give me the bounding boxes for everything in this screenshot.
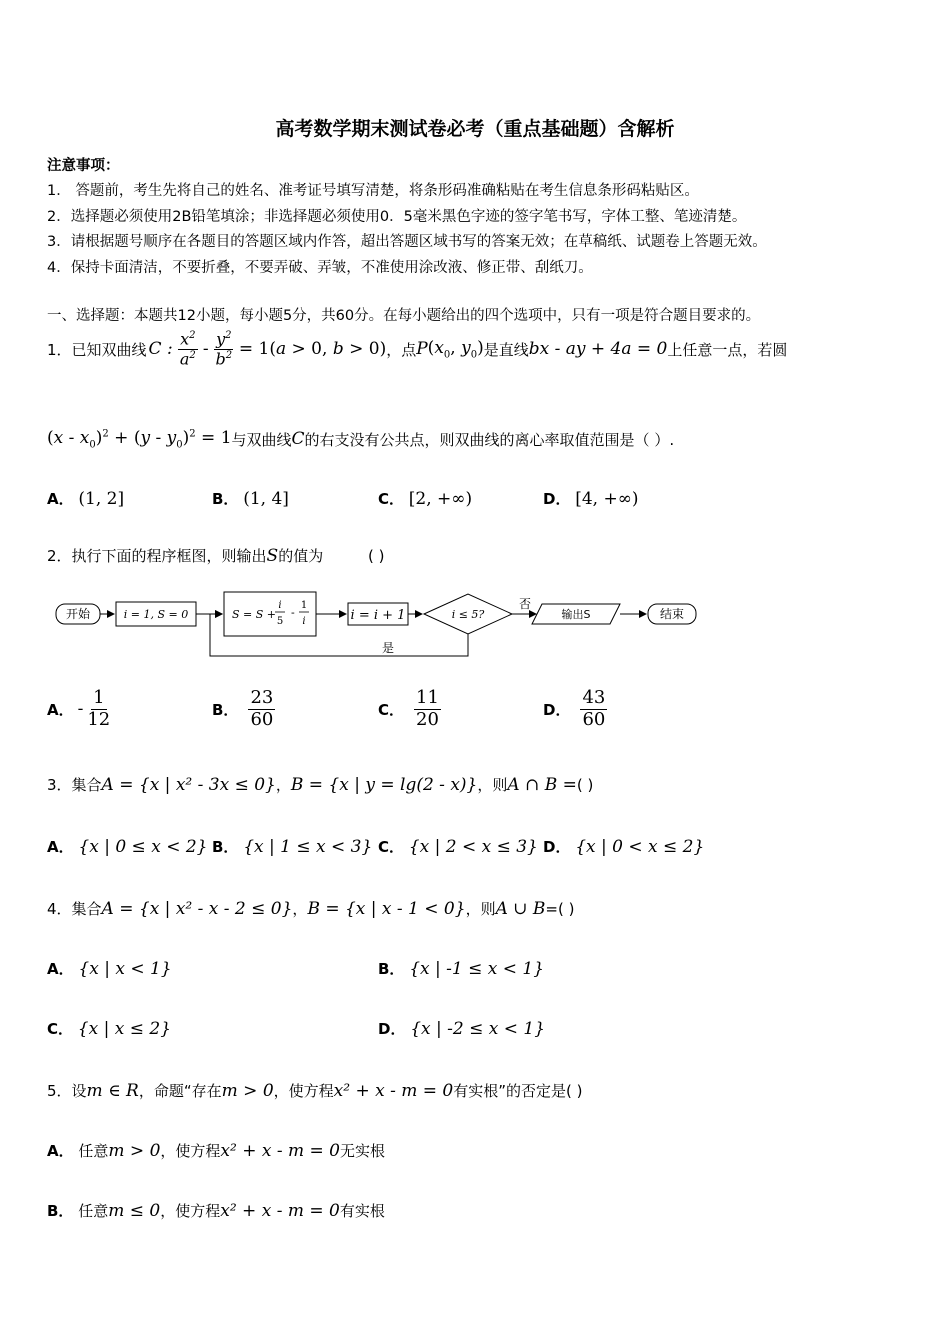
notice-item-4: 4．保持卡面清洁，不要折叠，不要弄破、弄皱，不准使用涂改液、修正带、刮纸刀。 (47, 260, 593, 276)
flow-output-label: 输出S (561, 608, 591, 621)
q4-option-c[interactable]: C． {x | x ≤ 2} (47, 1019, 172, 1039)
q2-option-a[interactable]: A． - $\frac{1}{12}$ (47, 687, 111, 730)
svg-text:i: i (278, 600, 282, 611)
flow-no-label: 否 (518, 597, 532, 611)
q3-option-c[interactable]: C． {x | 2 < x ≤ 3} (378, 837, 538, 857)
flow-cond-label: i ≤ 5? (451, 608, 485, 621)
q2-option-d[interactable]: D． $\frac{43}{60}$ (543, 687, 606, 730)
q5-option-a[interactable]: A． 任意m > 0，使方程x² + x - m = 0无实根 (47, 1141, 386, 1161)
flow-end-label: 结束 (659, 607, 685, 621)
q4-option-a[interactable]: A． {x | x < 1} (47, 959, 172, 979)
q1-text-4: 上任意一点，若圆 (667, 340, 788, 359)
svg-text:i: i (302, 616, 306, 627)
page-title: 高考数学期末测试卷必考（重点基础题）含解析 (275, 118, 675, 140)
notice-heading: 注意事项： (47, 158, 120, 174)
q3-option-b[interactable]: B． {x | 1 ≤ x < 3} (212, 837, 373, 857)
question-4: 4．集合A = {x | x² - x - 2 ≤ 0}，B = {x | x - 1 < 0}，则A ∪ B=( ) (47, 899, 575, 919)
q1-circle-eq: $(x - x_0)^2 + (y - y_0)^2 = 1$ (47, 428, 232, 451)
svg-text:1: 1 (300, 600, 308, 611)
q1-hyperbola-formula: C : (148, 339, 179, 360)
flowchart (52, 586, 702, 661)
question-5: 5．设m ∈ R，命题“存在m > 0，使方程x² + x - m = 0有实根”的否定是( ) (47, 1081, 583, 1101)
notice-item-3: 3．请根据题号顺序在各题目的答题区域内作答，超出答题区域书写的答案无效；在草稿纸、试题卷上答题无效。 (47, 234, 767, 250)
q1-text-6: 的右支没有公共点，则双曲线的离心率取值范围是（ ）. (304, 430, 675, 449)
q1-point-p: P (416, 339, 428, 360)
question-2: 2．执行下面的程序框图，则输出S的值为 ( ) (47, 546, 385, 566)
q2-option-b[interactable]: B． $\frac{23}{60}$ (212, 687, 274, 730)
q1-frac-y: $\frac{y^2}{b^2}$ (215, 329, 233, 369)
notice-item-1: 1． 答题前，考生先将自己的姓名、准考证号填写清楚，将条形码准确粘贴在考生信息条形码粘贴区。 (47, 183, 699, 199)
notice-item-2: 2．选择题必须使用2B铅笔填涂；非选择题必须使用0．5毫米黑色字迹的签字笔书写，字体工整、笔迹清楚。 (47, 209, 747, 225)
flow-init-label: i = 1, S = 0 (123, 608, 189, 621)
svg-text:-: - (291, 606, 295, 619)
q4-option-b[interactable]: B． {x | -1 ≤ x < 1} (378, 959, 545, 979)
q1-option-a[interactable]: A． (1, 2] (47, 489, 125, 509)
flow-start-label: 开始 (65, 607, 91, 621)
q4-option-d[interactable]: D． {x | -2 ≤ x < 1} (378, 1019, 546, 1039)
q1-option-d[interactable]: D． [4, +∞) (543, 489, 639, 509)
q1-text-2: ，点 (386, 340, 417, 359)
q1-text-1: 1．已知双曲线 (47, 340, 147, 359)
question-1-line1: 1．已知双曲线 C : $\frac{x^2}{a^2}$ - $\frac{y^2}{b^2}$ = 1(a > 0, b > 0) ，点 P ($x_0$, $y_0$) 是直线 bx - ay + 4a = 0 上任意一点，若圆 (47, 329, 788, 369)
q5-option-b[interactable]: B． 任意m ≤ 0，使方程x² + x - m = 0有实根 (47, 1201, 385, 1221)
q2-option-c[interactable]: C． $\frac{11}{20}$ (378, 687, 439, 730)
q3-option-a[interactable]: A． {x | 0 ≤ x < 2} (47, 837, 208, 857)
q1-text-5: 与双曲线 (231, 430, 292, 449)
q3-option-d[interactable]: D． {x | 0 < x ≤ 2} (543, 837, 705, 857)
section-heading: 一、选择题：本题共12小题，每小题5分，共60分。在每小题给出的四个选项中，只有一项是符合题目要求的。 (47, 308, 761, 324)
q1-line-eq: bx - ay + 4a = 0 (528, 339, 668, 360)
q1-frac-x: $\frac{x^2}{a^2}$ (179, 329, 196, 369)
flow-body-s: S = S + (232, 608, 276, 621)
q1-text-3: 是直线 (483, 340, 529, 359)
question-1-line2: $(x - x_0)^2 + (y - y_0)^2 = 1$ 与双曲线 C 的右支没有公共点，则双曲线的离心率取值范围是（ ）. (47, 428, 675, 451)
q1-option-c[interactable]: C． [2, +∞) (378, 489, 473, 509)
q1-option-b[interactable]: B． (1, 4] (212, 489, 289, 509)
svg-text:5: 5 (276, 616, 284, 627)
flow-yes-label: 是 (381, 641, 395, 655)
flow-inc-label: i = i + 1 (350, 608, 406, 623)
question-3: 3．集合A = {x | x² - 3x ≤ 0}，B = {x | y = lg(2 - x)}，则A ∩ B =( ) (47, 775, 594, 795)
